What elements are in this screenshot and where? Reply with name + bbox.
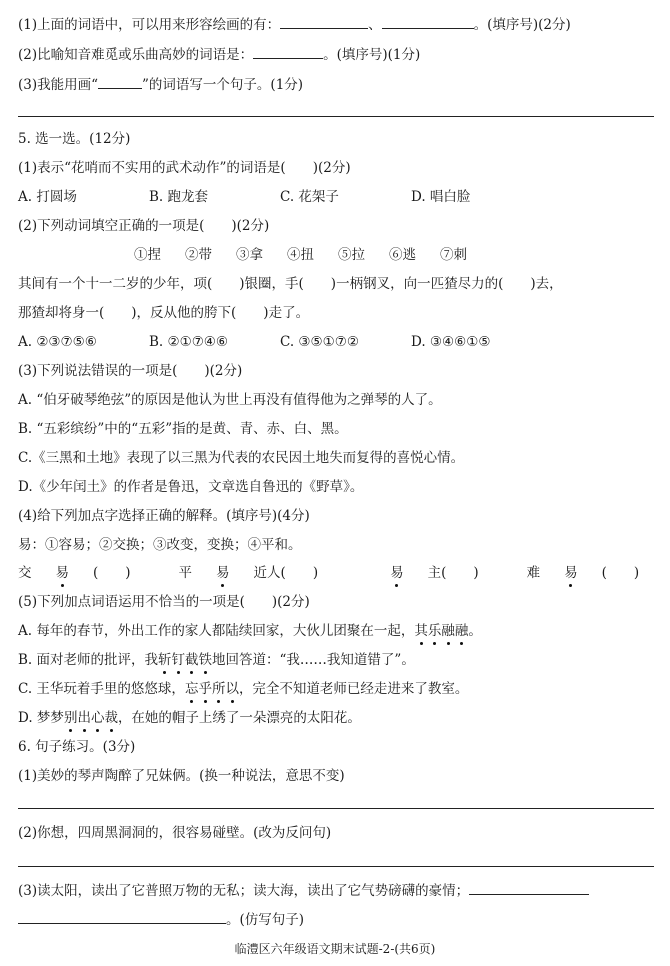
dotted-char: 乐 xyxy=(427,623,442,639)
q5-4-items xyxy=(18,564,670,582)
dotted-word xyxy=(64,710,118,726)
q5-title: 5. 选一选。(12分) xyxy=(18,131,131,147)
q5-1-options xyxy=(18,188,542,206)
dotted-word xyxy=(158,652,212,668)
q6-3-line-2: 。(仿写句子) xyxy=(18,909,304,929)
passage-line-2: 那猹却将身一( )，反从他的胯下( )走了。 xyxy=(18,305,310,321)
dotted-char: 铁 xyxy=(198,652,213,668)
verb-7: ⑦刺 xyxy=(440,247,467,263)
q5-5-option-d[interactable]: D. 梦梦别出心裁，在她的帽子上绣了一朵漂亮的太阳花。 xyxy=(18,710,361,726)
writing-line-2[interactable] xyxy=(18,808,654,809)
option-c[interactable]: C. 花架子 xyxy=(280,189,339,205)
q6-2-stem: (2)你想，四周黑洞洞的，很容易碰壁。(改为反问句) xyxy=(18,825,332,841)
option-d[interactable]: D. 唱白脸 xyxy=(411,189,471,205)
dotted-char: 融 xyxy=(454,623,469,639)
dotted-char: 别 xyxy=(63,710,78,726)
answer-blank-5[interactable] xyxy=(469,880,589,895)
q5-5-stem: (5)下列加点词语运用不恰当的一项是( )(2分) xyxy=(18,594,310,610)
dotted-char: 以 xyxy=(225,681,239,697)
q5-3-option-c[interactable]: C.《三黑和土地》表现了以三黑为代表的农民因土地失而复得的喜悦心情。 xyxy=(18,450,465,466)
q5-5-option-b[interactable]: B. 面对老师的批评，我斩钉截铁地回答道：“我……我知道错了”。 xyxy=(18,652,415,668)
dotted-char: 斩 xyxy=(158,652,172,668)
q5-5-option-c[interactable]: C. 王华玩着手里的悠悠球，忘乎所以，完全不知道老师已经走进来了教室。 xyxy=(18,681,469,697)
option-b[interactable]: B. ②①⑦④⑥ xyxy=(149,334,229,350)
option-b[interactable]: B. 跑龙套 xyxy=(149,189,209,205)
dotted-char: 乎 xyxy=(198,681,212,697)
passage-line-1: 其间有一个十一二岁的少年，项( )银圈，手( )一柄钢叉，向一匹猹尽力的( )去， xyxy=(18,276,563,292)
answer-blank-1[interactable] xyxy=(280,14,368,29)
word-item-3[interactable]: 易 主( ) xyxy=(390,565,479,581)
q5-4-meanings: 易：①容易；②交换；③改变，变换；④平和。 xyxy=(18,537,302,553)
q5-2-stem: (2)下列动词填空正确的一项是( )(2分) xyxy=(18,218,270,234)
q5-1-stem: (1)表示“花哨而不实用的武术动作”的词语是( )(2分) xyxy=(18,160,351,176)
answer-blank-6[interactable] xyxy=(18,909,226,924)
page-footer: 临澧区六年级语文期末试题-2-(共6页) xyxy=(234,942,436,956)
q6-1-stem: (1)美妙的琴声陶醉了兄妹俩。(换一种说法，意思不变) xyxy=(18,768,345,784)
q6-3-stem: (3)读太阳，读出了它普照万物的无私；读大海，读出了它气势磅礴的豪情； xyxy=(18,880,589,900)
verb-4: ④扭 xyxy=(287,247,314,263)
verb-1: ①捏 xyxy=(134,247,161,263)
dotted-char: 出 xyxy=(77,710,91,726)
word-item-4[interactable]: 难 易 ( ) xyxy=(526,565,640,581)
dotted-char: 钉 xyxy=(171,652,186,668)
option-c[interactable]: C. ③⑤①⑦② xyxy=(280,334,359,350)
dotted-char: 心 xyxy=(90,710,105,726)
verb-6: ⑥逃 xyxy=(389,247,416,263)
answer-blank-3[interactable] xyxy=(253,44,323,59)
q5-4-stem: (4)给下列加点字选择正确的解释。(填序号)(4分) xyxy=(18,508,310,524)
option-d[interactable]: D. ③④⑥①⑤ xyxy=(411,334,491,350)
dotted-char: 融 xyxy=(441,623,455,639)
q4-line-2: (2)比喻知音难觅或乐曲高妙的词语是： 。(填序号)(1分) xyxy=(18,44,420,64)
verb-3: ③拿 xyxy=(236,247,263,263)
answer-blank-4[interactable] xyxy=(98,74,142,89)
verb-5: ⑤拉 xyxy=(338,247,365,263)
dotted-char: 裁 xyxy=(104,710,118,726)
word-item-1[interactable]: 交 易 ( ) xyxy=(18,565,131,581)
dotted-char: 所 xyxy=(211,681,226,697)
verb-2: ②带 xyxy=(185,247,212,263)
dotted-char: 忘 xyxy=(184,681,199,697)
answer-blank-2[interactable] xyxy=(382,14,474,29)
dotted-char: 截 xyxy=(185,652,199,668)
q5-2-options xyxy=(18,333,542,351)
writing-line-3[interactable] xyxy=(18,866,654,867)
dotted-word xyxy=(185,681,239,697)
q5-3-stem: (3)下列说法错误的一项是( )(2分) xyxy=(18,363,243,379)
option-a[interactable]: A. ②③⑦⑤⑥ xyxy=(18,334,97,350)
writing-line-1[interactable] xyxy=(18,116,654,117)
q5-3-option-b[interactable]: B. “五彩缤纷”中的“五彩”指的是黄、青、赤、白、黑。 xyxy=(18,421,348,437)
word-item-2[interactable]: 平 易 近人( ) xyxy=(178,565,319,581)
q6-title: 6. 句子练习。(3分) xyxy=(18,739,136,755)
q5-3-option-d[interactable]: D.《少年闰土》的作者是鲁迅，文章选自鲁迅的《野草》。 xyxy=(18,479,364,495)
dotted-word xyxy=(414,623,468,639)
q4-line-3: (3)我能用画“ ”的词语写一个句子。(1分) xyxy=(18,74,303,94)
verb-choices xyxy=(134,246,491,264)
dotted-char: 其 xyxy=(414,623,428,639)
q5-5-option-a[interactable]: A. 每年的春节，外出工作的家人都陆续回家，大伙儿团聚在一起，其乐融融。 xyxy=(18,623,482,639)
q4-line-1: (1)上面的词语中，可以用来形容绘画的有： 、 。(填序号)(2分) xyxy=(18,14,571,34)
option-a[interactable]: A. 打圆场 xyxy=(18,189,77,205)
q5-3-option-a[interactable]: A. “伯牙破琴绝弦”的原因是他认为世上再没有值得他为之弹琴的人了。 xyxy=(18,392,442,408)
